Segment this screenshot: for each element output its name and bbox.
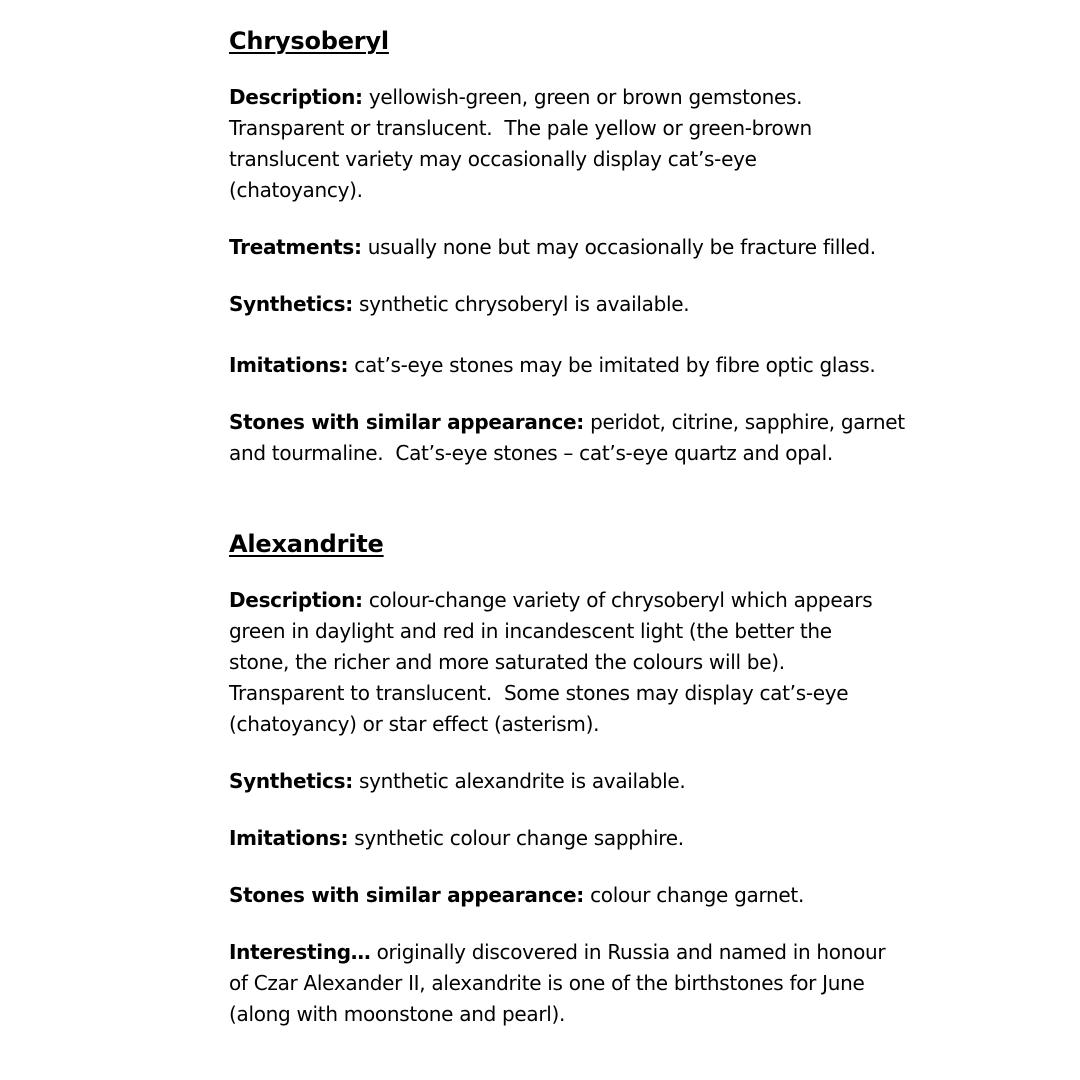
section-title-chrysoberyl: Chrysoberyl bbox=[229, 27, 389, 55]
entry-label: Synthetics: bbox=[229, 292, 353, 316]
section-title-alexandrite: Alexandrite bbox=[229, 530, 384, 558]
entry-text: yellowish-green, green or brown gemstones. bbox=[362, 85, 803, 109]
entry-label: Description: bbox=[229, 85, 363, 109]
entry-text: green in daylight and red in incandescent light (the better the bbox=[229, 619, 832, 643]
entry-text: Transparent to translucent. Some stones may display cat’s-eye bbox=[229, 681, 849, 705]
entry-text: stone, the richer and more saturated the colours will be). bbox=[229, 650, 785, 674]
entry-text: and tourmaline. Cat’s-eye stones – cat’s-eye quartz and opal. bbox=[229, 441, 833, 465]
entry-text: synthetic alexandrite is available. bbox=[352, 769, 686, 793]
entry-label: Imitations: bbox=[229, 826, 349, 850]
alexandrite-synthetics bbox=[229, 766, 929, 797]
entry-label: Interesting… bbox=[229, 940, 371, 964]
chrysoberyl-treatments bbox=[229, 232, 929, 263]
document-page bbox=[229, 24, 929, 1030]
chrysoberyl-synthetics bbox=[229, 289, 929, 320]
entry-text: usually none but may occasionally be fracture filled. bbox=[361, 235, 876, 259]
chrysoberyl-description bbox=[229, 82, 929, 206]
entry-text: of Czar Alexander II, alexandrite is one of the birthstones for June bbox=[229, 971, 865, 995]
entry-text: (along with moonstone and pearl). bbox=[229, 1002, 566, 1026]
entry-text: synthetic colour change sapphire. bbox=[348, 826, 684, 850]
entry-text: colour-change variety of chrysoberyl which appears bbox=[362, 588, 873, 612]
entry-text: Transparent or translucent. The pale yellow or green-brown bbox=[229, 116, 812, 140]
entry-text: cat’s-eye stones may be imitated by fibre optic glass. bbox=[348, 353, 876, 377]
entry-text: (chatoyancy) or star effect (asterism). bbox=[229, 712, 600, 736]
entry-text: synthetic chrysoberyl is available. bbox=[352, 292, 690, 316]
entry-text: originally discovered in Russia and named in honour bbox=[370, 940, 886, 964]
chrysoberyl-similar-stones bbox=[229, 407, 929, 469]
alexandrite-description bbox=[229, 585, 929, 740]
entry-text: (chatoyancy). bbox=[229, 178, 363, 202]
entry-label: Synthetics: bbox=[229, 769, 353, 793]
entry-label: Imitations: bbox=[229, 353, 349, 377]
entry-label: Treatments: bbox=[229, 235, 362, 259]
entry-text: translucent variety may occasionally display cat’s-eye bbox=[229, 147, 757, 171]
entry-text: peridot, citrine, sapphire, garnet bbox=[584, 410, 905, 434]
entry-text: colour change garnet. bbox=[584, 883, 805, 907]
alexandrite-imitations bbox=[229, 823, 929, 854]
entry-label: Stones with similar appearance: bbox=[229, 883, 585, 907]
entry-label: Stones with similar appearance: bbox=[229, 410, 585, 434]
alexandrite-interesting bbox=[229, 937, 929, 1030]
chrysoberyl-imitations bbox=[229, 350, 929, 381]
entry-label: Description: bbox=[229, 588, 363, 612]
alexandrite-similar-stones bbox=[229, 880, 929, 911]
